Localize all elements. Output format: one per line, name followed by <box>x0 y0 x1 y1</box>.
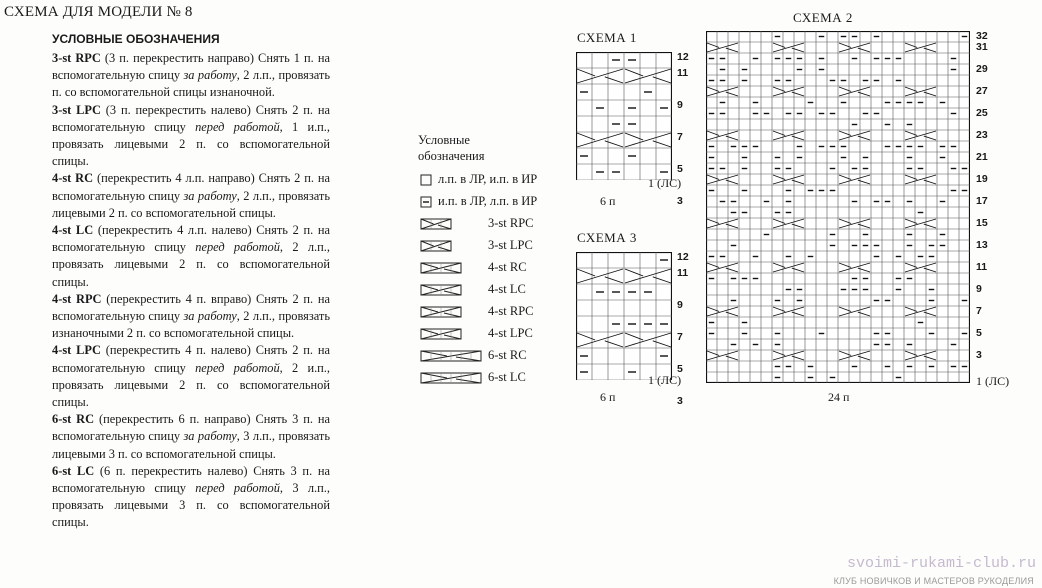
chart2-width-label: 24 п <box>828 390 850 404</box>
symbol-key-item <box>420 216 534 231</box>
row-number: 11 <box>677 67 689 79</box>
watermark-site: svoimi-rukami-club.ru <box>846 555 1036 572</box>
row-number: 13 <box>976 239 988 251</box>
row-number: 3 <box>677 395 683 407</box>
row-number: 21 <box>976 151 988 163</box>
cable-6-lc-icon <box>420 372 482 384</box>
row-number: 15 <box>976 217 988 229</box>
page-title: СХЕМА ДЛЯ МОДЕЛИ № 8 <box>4 4 193 20</box>
symbol-key-label: 3-st RPC <box>488 216 534 230</box>
cable-3-lpc-icon <box>420 240 452 252</box>
row-number: 25 <box>976 107 988 119</box>
cable-6-rc-icon <box>420 350 482 362</box>
abbreviation-list <box>52 50 330 532</box>
symbol-key-item <box>420 326 533 341</box>
symbol-key-item <box>420 172 537 187</box>
symbol-key-item <box>420 348 527 363</box>
abbr-entry: 4-st RC (перекрестить 4 л.п. направо) Снять 2 п. на вспомогательную спицу за работу, 2 л.п., провязать лицевыми 2 п. со вспомогательной спицы. <box>52 171 330 220</box>
row-number: 9 <box>976 283 982 295</box>
symbol-key-item <box>420 194 537 209</box>
chart1-row1-label: 1 (ЛС) <box>648 176 682 190</box>
symbol-key-label: 4-st RC <box>488 260 527 274</box>
abbr-entry: 4-st RPC (перекрестить 4 п. вправо) Снять 2 п. на вспомогательную спицу за работу, 2 л.п., провязать изнаночными 2 п. со вспомогательной спицы. <box>52 291 331 341</box>
chart3-grid <box>576 252 672 380</box>
symbol-key-item <box>420 370 526 385</box>
purl-dash-icon <box>420 196 432 208</box>
row-number: 31 <box>976 41 988 53</box>
row-number: 7 <box>677 331 683 343</box>
row-number: 11 <box>677 267 689 279</box>
legend-heading: УСЛОВНЫЕ ОБОЗНАЧЕНИЯ <box>52 32 220 46</box>
chart1-grid <box>576 52 672 180</box>
row-number: 27 <box>976 85 988 97</box>
abbr-entry: 3-st RPC (3 п. перекрестить направо) Снять 1 п. на вспомогательную спицу за работу, 2 л.п., провязать п. со вспомогательной спицы изнаночной. <box>52 51 330 100</box>
symbol-key-item <box>420 304 534 319</box>
chart1-width-label: 6 п <box>600 194 616 208</box>
row-number: 17 <box>976 195 988 207</box>
symbol-key-item <box>420 260 527 275</box>
row-number: 3 <box>677 195 683 207</box>
row-number: 5 <box>976 327 982 339</box>
chart3-title: СХЕМА 3 <box>577 230 637 245</box>
chart1-title: СХЕМА 1 <box>577 30 637 45</box>
symbol-key-item <box>420 238 533 253</box>
chart2-row1-label: 1 (ЛС) <box>976 374 1010 388</box>
row-number: 29 <box>976 63 988 75</box>
symbol-key-label: 4-st RPC <box>488 304 534 318</box>
knit-box-icon <box>420 174 432 186</box>
cable-4-rpc-icon <box>420 306 462 318</box>
row-number: 23 <box>976 129 988 141</box>
symbol-key-item <box>420 282 526 297</box>
abbr-entry: 4-st LPC (перекрестить 4 п. налево) Снять 2 п. на вспомогательную спицу перед работой, 2 и.п., провязать лицевыми 2 п. со вспомогательной спицы. <box>52 343 330 410</box>
abbr-entry: 4-st LC (перекрестить 4 л.п. налево) Снять 2 п. на вспомогательную спицу перед работой, 2 л.п., провязать лицевыми 2 п. со вспомогательной спицы. <box>52 223 330 289</box>
row-number: 5 <box>677 163 683 175</box>
row-number: 9 <box>677 99 683 111</box>
cable-4-rc-icon <box>420 262 462 274</box>
symbol-key-label: и.п. в ЛР, л.п. в ИР <box>438 194 538 208</box>
symbol-key-label: 3-st LPC <box>488 238 533 252</box>
chart2-title: СХЕМА 2 <box>793 10 853 25</box>
row-number: 5 <box>677 363 683 375</box>
row-number: 12 <box>677 251 689 263</box>
abbr-entry: 6-st RC (перекрестить 6 п. направо) Снять 3 п. на вспомогательную спицу за работу, 3 л.п., провязать лицевыми 3 п. со вспомогательной спицы. <box>52 412 330 461</box>
cable-4-lc-icon <box>420 284 462 296</box>
cable-4-lpc-icon <box>420 328 462 340</box>
symbol-key-label: 4-st LPC <box>488 326 533 340</box>
symbol-key-heading: Условные обозначения <box>418 133 485 163</box>
cable-3-rpc-icon <box>420 218 452 230</box>
abbr-entry: 3-st LPC (3 п. перекрестить налево) Снять 2 п. на вспомогательную спицу перед работой, 1 и.п., провязать лицевыми 2 п. со вспомогательной спицы. <box>52 102 330 169</box>
row-number: 7 <box>976 305 982 317</box>
chart3-row1-label: 1 (ЛС) <box>648 373 682 387</box>
row-number: 11 <box>976 261 988 273</box>
watermark-tagline: КЛУБ НОВИЧКОВ И МАСТЕРОВ РУКОДЕЛИЯ <box>833 576 1034 586</box>
row-number: 32 <box>976 30 988 42</box>
chart3-width-label: 6 п <box>600 390 616 404</box>
abbr-entry: 6-st LC (6 п. перекрестить налево) Снять 3 п. на вспомогательную спицу перед работой, 3 л.п., провязать лицевыми 3 п. со вспомогательной спицы. <box>52 463 330 530</box>
chart2-grid <box>706 31 970 383</box>
row-number: 19 <box>976 173 988 185</box>
row-number: 3 <box>976 349 982 361</box>
row-number: 9 <box>677 299 683 311</box>
row-number: 12 <box>677 51 689 63</box>
symbol-key-label: 4-st LC <box>488 282 526 296</box>
symbol-key-label: 6-st RC <box>488 348 527 362</box>
row-number: 7 <box>677 131 683 143</box>
symbol-key-label: 6-st LC <box>488 370 526 384</box>
symbol-key-label: л.п. в ЛР, и.п. в ИР <box>438 172 538 186</box>
